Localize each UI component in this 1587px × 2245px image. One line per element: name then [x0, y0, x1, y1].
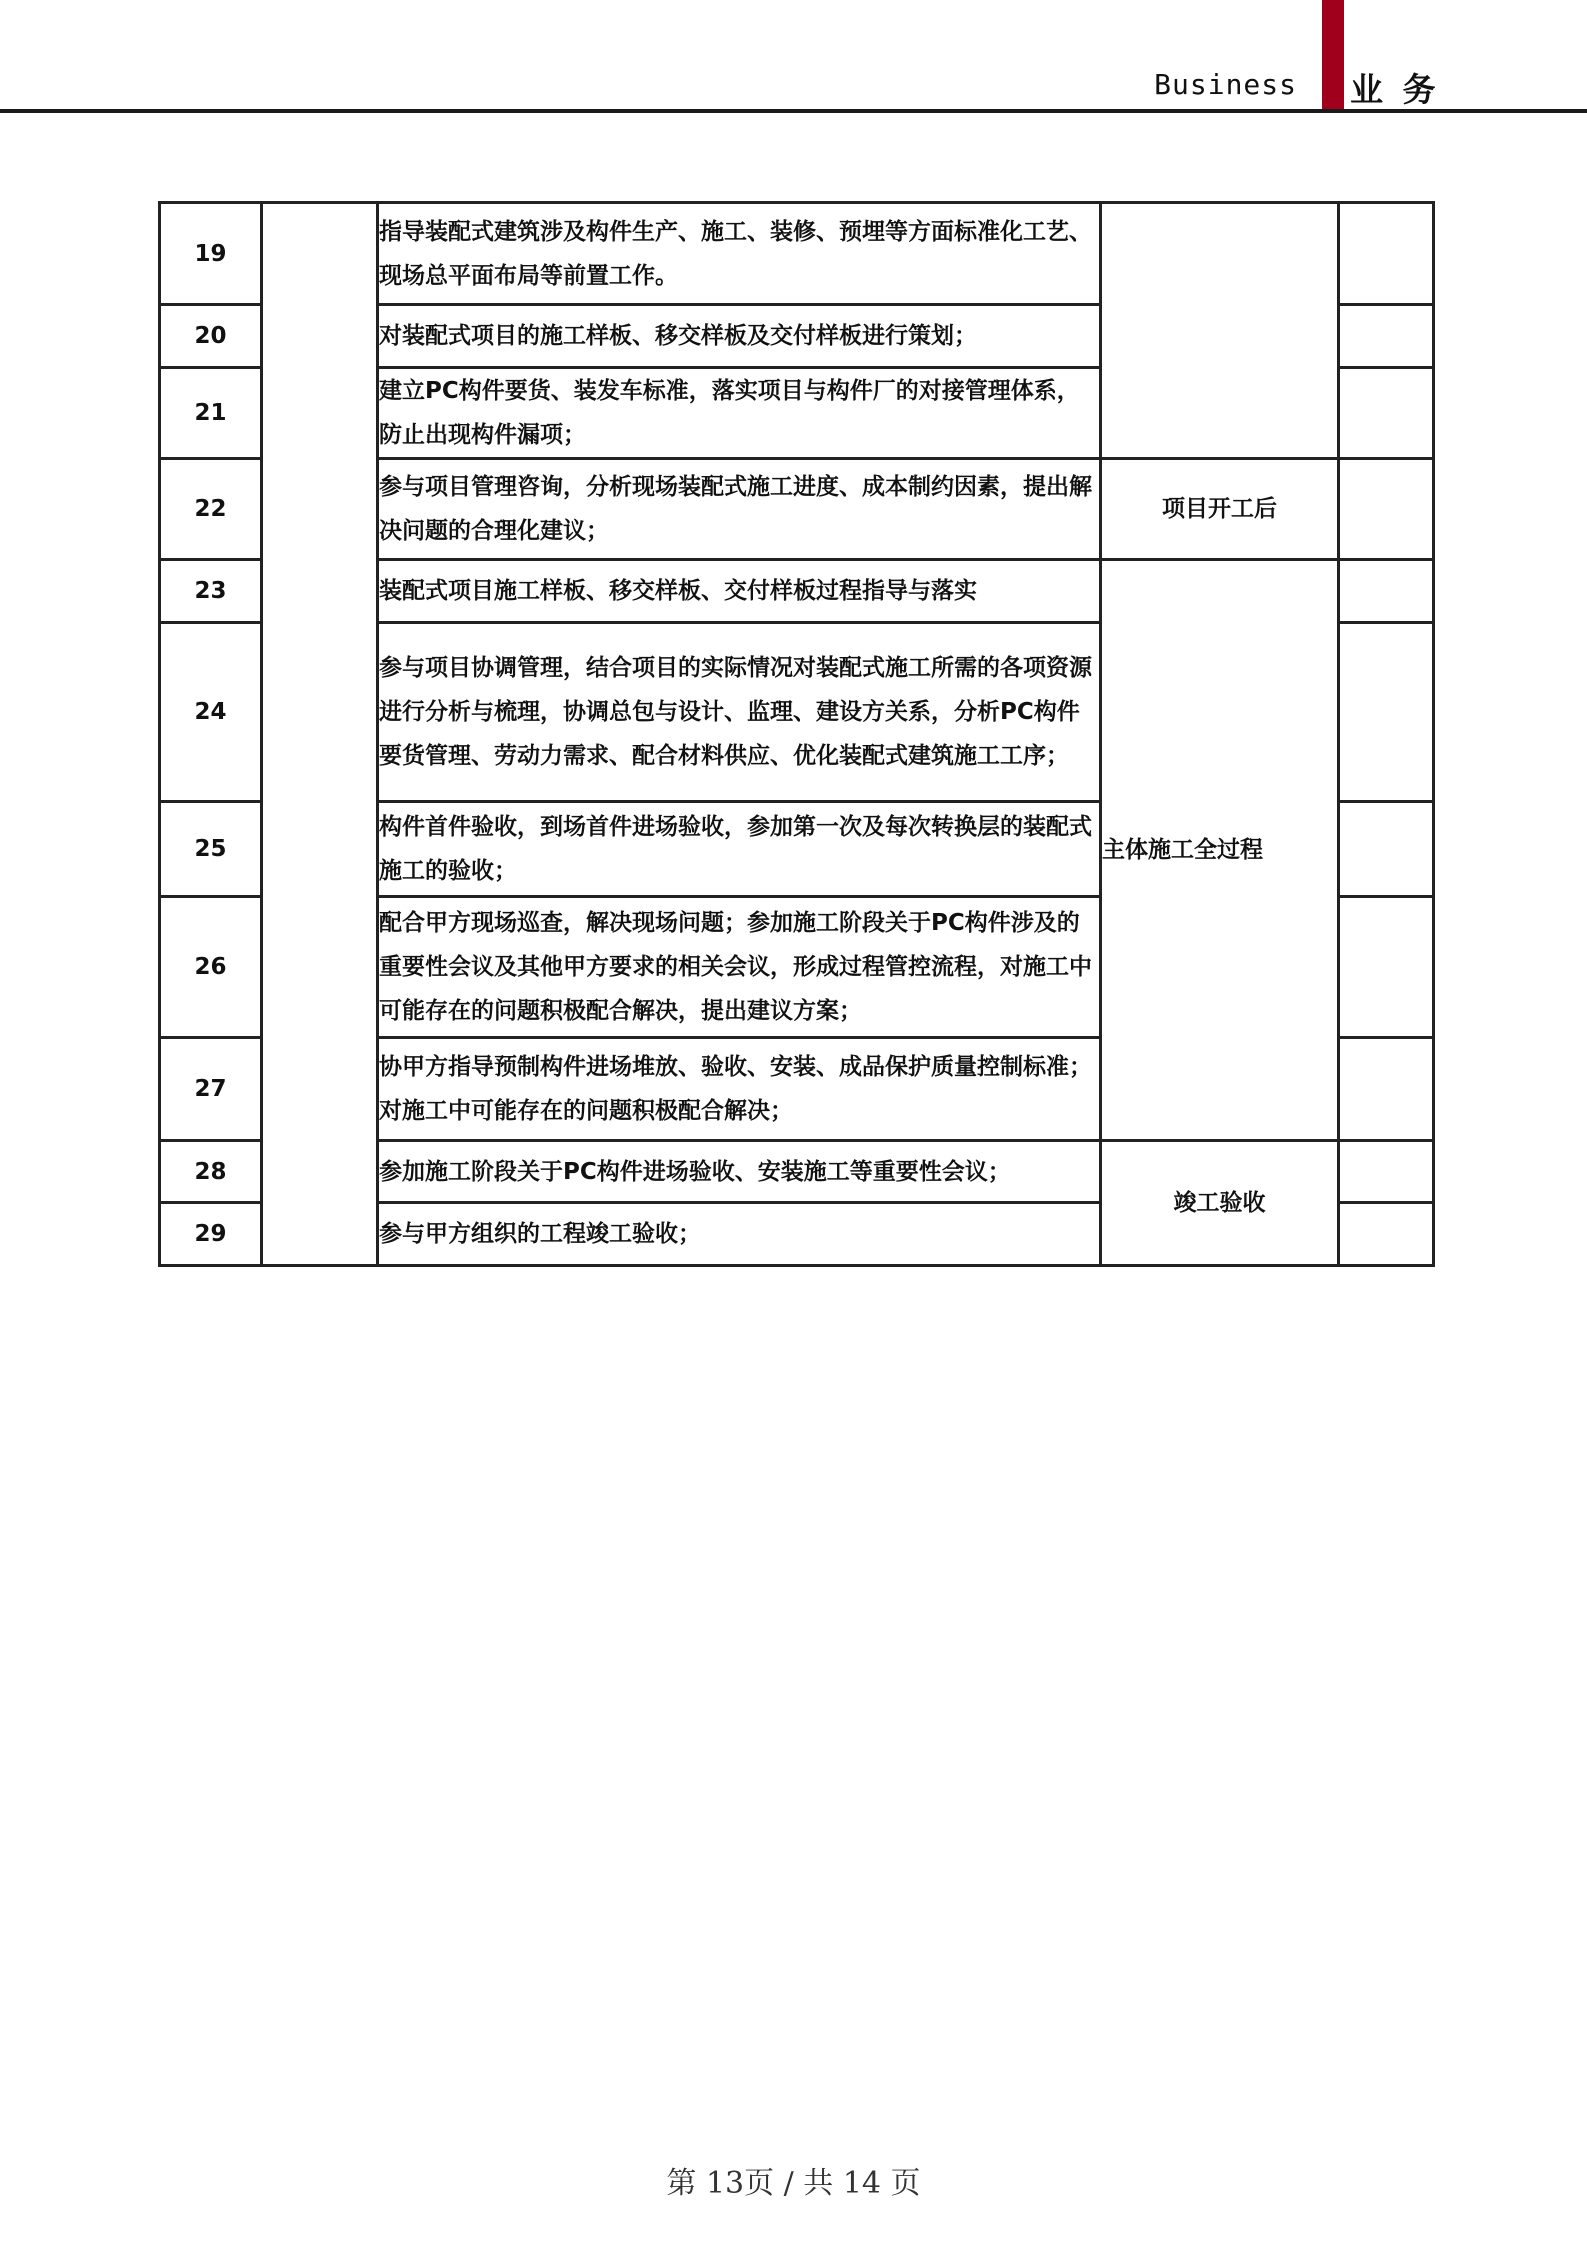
- row-number: 29: [160, 1203, 262, 1266]
- row-description: 对装配式项目的施工样板、移交样板及交付样板进行策划；: [378, 305, 1101, 368]
- table-row: [160, 203, 1434, 305]
- header-divider: [0, 109, 1587, 113]
- row-description: 装配式项目施工样板、移交样板、交付样板过程指导与落实: [378, 560, 1101, 623]
- remark-cell: [1339, 897, 1434, 1038]
- row-number: 26: [160, 897, 262, 1038]
- row-number: 25: [160, 802, 262, 897]
- remark-cell: [1339, 1038, 1434, 1141]
- row-number: 21: [160, 368, 262, 459]
- service-table: [158, 201, 1435, 1267]
- row-description: 建立PC构件要货、装发车标准，落实项目与构件厂的对接管理体系，防止出现构件漏项；: [378, 368, 1101, 459]
- header-red-bar: [1322, 0, 1344, 112]
- remark-cell: [1339, 1203, 1434, 1266]
- stage-completion: 竣工验收: [1101, 1141, 1339, 1266]
- remark-cell: [1339, 368, 1434, 459]
- row-description: 参与项目协调管理，结合项目的实际情况对装配式施工所需的各项资源进行分析与梳理，协调总包与设计、监理、建设方关系，分析PC构件要货管理、劳动力需求、配合材料供应、优化装配式建筑施工工序；: [378, 623, 1101, 802]
- row-number: 23: [160, 560, 262, 623]
- remark-cell: [1339, 459, 1434, 560]
- row-number: 20: [160, 305, 262, 368]
- stage-after-start: 项目开工后: [1101, 459, 1339, 560]
- header-title-en: Business: [1154, 68, 1297, 101]
- category-cell: [262, 203, 378, 1266]
- row-description: 指导装配式建筑涉及构件生产、施工、装修、预埋等方面标准化工艺、现场总平面布局等前置工作。: [378, 203, 1101, 305]
- remark-cell: [1339, 1141, 1434, 1203]
- row-description: 参与项目管理咨询，分析现场装配式施工进度、成本制约因素，提出解决问题的合理化建议；: [378, 459, 1101, 560]
- row-number: 22: [160, 459, 262, 560]
- page-number: 第 13页 / 共 14 页: [666, 2166, 921, 2201]
- row-description: 参加施工阶段关于PC构件进场验收、安装施工等重要性会议；: [378, 1141, 1101, 1203]
- row-number: 19: [160, 203, 262, 305]
- stage-main-construction: 主体施工全过程: [1101, 560, 1339, 1141]
- remark-cell: [1339, 305, 1434, 368]
- remark-cell: [1339, 203, 1434, 305]
- remark-cell: [1339, 623, 1434, 802]
- row-description: 协甲方指导预制构件进场堆放、验收、安装、成品保护质量控制标准；对施工中可能存在的问题积极配合解决；: [378, 1038, 1101, 1141]
- remark-cell: [1339, 802, 1434, 897]
- row-description: 配合甲方现场巡查，解决现场问题；参加施工阶段关于PC构件涉及的重要性会议及其他甲方要求的相关会议，形成过程管控流程，对施工中可能存在的问题积极配合解决，提出建议方案；: [378, 897, 1101, 1038]
- stage-cell-empty: [1101, 203, 1339, 459]
- row-number: 24: [160, 623, 262, 802]
- row-description: 构件首件验收，到场首件进场验收，参加第一次及每次转换层的装配式施工的验收；: [378, 802, 1101, 897]
- remark-cell: [1339, 560, 1434, 623]
- row-description: 参与甲方组织的工程竣工验收；: [378, 1203, 1101, 1266]
- row-number: 28: [160, 1141, 262, 1203]
- row-number: 27: [160, 1038, 262, 1141]
- header-title-zh: 业 务: [1350, 70, 1440, 109]
